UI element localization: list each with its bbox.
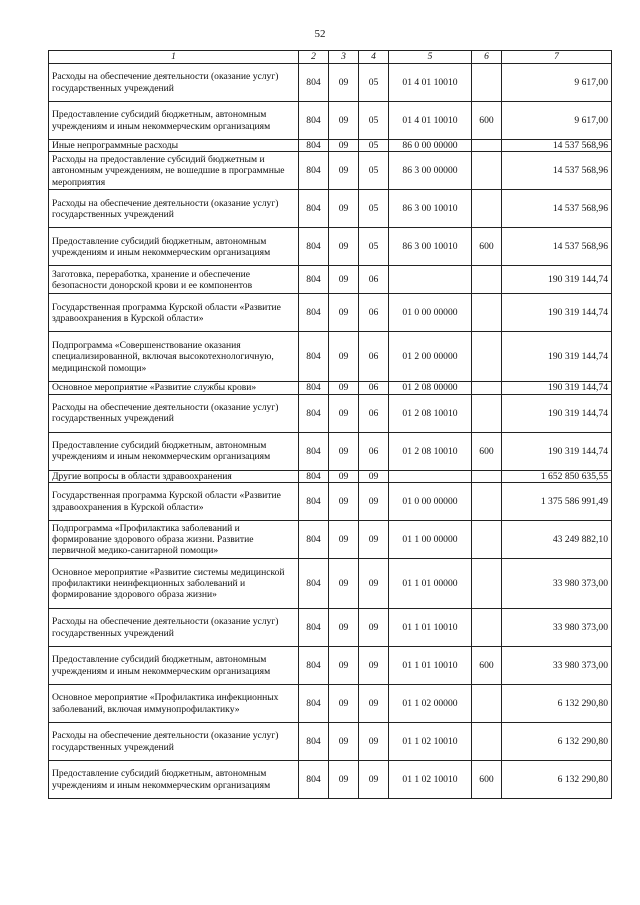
table-row: [49, 228, 612, 266]
table-row: [49, 559, 612, 609]
col-6-value: [472, 152, 502, 190]
table-row: [49, 609, 612, 647]
col-7-amount: 43 249 882,10: [502, 521, 612, 559]
header-col-2: 2: [299, 51, 329, 64]
col-2-value: 804: [299, 266, 329, 294]
col-5-value: 01 1 02 00000: [389, 685, 472, 723]
col-6-value: [472, 266, 502, 294]
col-3-value: 09: [329, 432, 359, 470]
col-7-amount: 1 375 586 991,49: [502, 483, 612, 521]
table-row: [49, 685, 612, 723]
col-2-value: 804: [299, 521, 329, 559]
col-5-value: 86 3 00 00000: [389, 152, 472, 190]
col-4-value: 05: [359, 190, 389, 228]
table-row: [49, 152, 612, 190]
row-name: Основное мероприятие «Развитие службы крови»: [49, 382, 299, 394]
col-5-value: 01 1 01 10010: [389, 609, 472, 647]
col-5-value: [389, 470, 472, 482]
col-7-amount: 14 537 568,96: [502, 228, 612, 266]
col-2-value: 804: [299, 64, 329, 102]
col-2-value: 804: [299, 394, 329, 432]
col-7-amount: 190 319 144,74: [502, 266, 612, 294]
table-row: [49, 382, 612, 394]
col-6-value: [472, 723, 502, 761]
col-4-value: 09: [359, 609, 389, 647]
table-row: [49, 140, 612, 152]
col-5-value: 01 2 08 00000: [389, 382, 472, 394]
col-5-value: 01 1 01 10010: [389, 647, 472, 685]
col-7-amount: 14 537 568,96: [502, 190, 612, 228]
col-2-value: 804: [299, 152, 329, 190]
col-4-value: 09: [359, 521, 389, 559]
col-7-amount: 190 319 144,74: [502, 294, 612, 332]
row-name: Заготовка, переработка, хранение и обеспечение безопасности донорской крови и ее компонентов: [49, 266, 299, 294]
col-6-value: [472, 294, 502, 332]
col-5-value: 01 2 00 00000: [389, 332, 472, 382]
col-5-value: 86 3 00 10010: [389, 228, 472, 266]
col-6-value: [472, 190, 502, 228]
col-4-value: 05: [359, 102, 389, 140]
row-name: Расходы на обеспечение деятельности (оказание услуг) государственных учреждений: [49, 609, 299, 647]
table-body: [49, 64, 612, 799]
table-row: [49, 761, 612, 799]
col-3-value: 09: [329, 228, 359, 266]
col-7-amount: 6 132 290,80: [502, 723, 612, 761]
col-6-value: [472, 382, 502, 394]
table-row: [49, 483, 612, 521]
row-name: Иные непрограммные расходы: [49, 140, 299, 152]
col-3-value: 09: [329, 294, 359, 332]
col-5-value: 01 4 01 10010: [389, 102, 472, 140]
row-name: Расходы на обеспечение деятельности (оказание услуг) государственных учреждений: [49, 723, 299, 761]
col-7-amount: 33 980 373,00: [502, 647, 612, 685]
col-6-value: [472, 470, 502, 482]
col-7-amount: 190 319 144,74: [502, 332, 612, 382]
col-3-value: 09: [329, 521, 359, 559]
col-4-value: 05: [359, 228, 389, 266]
col-4-value: 09: [359, 559, 389, 609]
header-col-6: 6: [472, 51, 502, 64]
col-4-value: 06: [359, 394, 389, 432]
col-3-value: 09: [329, 64, 359, 102]
table-row: [49, 394, 612, 432]
col-4-value: 05: [359, 64, 389, 102]
header-col-1: 1: [49, 51, 299, 64]
col-2-value: 804: [299, 470, 329, 482]
col-3-value: 09: [329, 685, 359, 723]
col-6-value: [472, 140, 502, 152]
row-name: Предоставление субсидий бюджетным, автономным учреждениям и иным некоммерческим организациям: [49, 761, 299, 799]
col-4-value: 09: [359, 647, 389, 685]
col-5-value: 01 2 08 10010: [389, 394, 472, 432]
table-row: [49, 190, 612, 228]
table-row: [49, 432, 612, 470]
row-name: Предоставление субсидий бюджетным, автономным учреждениям и иным некоммерческим организациям: [49, 647, 299, 685]
col-5-value: [389, 266, 472, 294]
col-2-value: 804: [299, 228, 329, 266]
col-3-value: 09: [329, 140, 359, 152]
col-7-amount: 14 537 568,96: [502, 140, 612, 152]
col-3-value: 09: [329, 382, 359, 394]
col-6-value: [472, 559, 502, 609]
table-row: [49, 294, 612, 332]
col-5-value: 01 1 02 10010: [389, 761, 472, 799]
col-2-value: 804: [299, 685, 329, 723]
col-5-value: 01 1 02 10010: [389, 723, 472, 761]
table-row: [49, 332, 612, 382]
col-3-value: 09: [329, 266, 359, 294]
col-4-value: 06: [359, 332, 389, 382]
col-6-value: 600: [472, 761, 502, 799]
col-7-amount: 33 980 373,00: [502, 559, 612, 609]
col-4-value: 09: [359, 761, 389, 799]
col-3-value: 09: [329, 332, 359, 382]
col-3-value: 09: [329, 190, 359, 228]
row-name: Расходы на обеспечение деятельности (оказание услуг) государственных учреждений: [49, 190, 299, 228]
col-2-value: 804: [299, 559, 329, 609]
table-row: [49, 521, 612, 559]
row-name: Основное мероприятие «Профилактика инфекционных заболеваний, включая иммунопрофилактику»: [49, 685, 299, 723]
col-5-value: 01 2 08 10010: [389, 432, 472, 470]
col-6-value: [472, 64, 502, 102]
col-5-value: 01 1 01 00000: [389, 559, 472, 609]
col-4-value: 06: [359, 294, 389, 332]
col-6-value: 600: [472, 647, 502, 685]
col-6-value: [472, 685, 502, 723]
col-3-value: 09: [329, 609, 359, 647]
col-3-value: 09: [329, 723, 359, 761]
col-2-value: 804: [299, 382, 329, 394]
header-col-3: 3: [329, 51, 359, 64]
col-7-amount: 9 617,00: [502, 64, 612, 102]
col-4-value: 05: [359, 152, 389, 190]
table-row: [49, 470, 612, 482]
col-2-value: 804: [299, 140, 329, 152]
row-name: Предоставление субсидий бюджетным, автономным учреждениям и иным некоммерческим организациям: [49, 432, 299, 470]
col-4-value: 09: [359, 685, 389, 723]
col-6-value: [472, 609, 502, 647]
col-4-value: 09: [359, 470, 389, 482]
table-row: [49, 102, 612, 140]
row-name: Расходы на обеспечение деятельности (оказание услуг) государственных учреждений: [49, 64, 299, 102]
col-7-amount: 6 132 290,80: [502, 761, 612, 799]
row-name: Основное мероприятие «Развитие системы медицинской профилактики неинфекционных заболеваний и формирование здорового образа жизни»: [49, 559, 299, 609]
row-name: Подпрограмма «Профилактика заболеваний и формирование здорового образа жизни. Развитие первичной медико-санитарной помощи»: [49, 521, 299, 559]
col-5-value: 01 0 00 00000: [389, 483, 472, 521]
col-3-value: 09: [329, 559, 359, 609]
col-3-value: 09: [329, 647, 359, 685]
col-2-value: 804: [299, 723, 329, 761]
col-2-value: 804: [299, 190, 329, 228]
col-4-value: 05: [359, 140, 389, 152]
row-name: Расходы на обеспечение деятельности (оказание услуг) государственных учреждений: [49, 394, 299, 432]
col-6-value: [472, 483, 502, 521]
col-2-value: 804: [299, 609, 329, 647]
col-2-value: 804: [299, 294, 329, 332]
row-name: Государственная программа Курской области «Развитие здравоохранения в Курской области»: [49, 294, 299, 332]
col-7-amount: 190 319 144,74: [502, 394, 612, 432]
col-2-value: 804: [299, 761, 329, 799]
table-header-row: [49, 51, 612, 64]
header-col-4: 4: [359, 51, 389, 64]
row-name: Подпрограмма «Совершенствование оказания специализированной, включая высокотехнологичную, медицинской помощи»: [49, 332, 299, 382]
col-5-value: 01 1 00 00000: [389, 521, 472, 559]
col-7-amount: 33 980 373,00: [502, 609, 612, 647]
col-7-amount: 14 537 568,96: [502, 152, 612, 190]
col-3-value: 09: [329, 470, 359, 482]
col-7-amount: 1 652 850 635,55: [502, 470, 612, 482]
col-6-value: [472, 332, 502, 382]
col-7-amount: 190 319 144,74: [502, 382, 612, 394]
row-name: Предоставление субсидий бюджетным, автономным учреждениям и иным некоммерческим организациям: [49, 228, 299, 266]
header-col-5: 5: [389, 51, 472, 64]
budget-table: [48, 50, 612, 799]
col-3-value: 09: [329, 152, 359, 190]
row-name: Государственная программа Курской области «Развитие здравоохранения в Курской области»: [49, 483, 299, 521]
col-2-value: 804: [299, 102, 329, 140]
table-row: [49, 723, 612, 761]
row-name: Другие вопросы в области здравоохранения: [49, 470, 299, 482]
col-4-value: 06: [359, 382, 389, 394]
table-row: [49, 266, 612, 294]
table-row: [49, 647, 612, 685]
col-6-value: [472, 521, 502, 559]
col-7-amount: 9 617,00: [502, 102, 612, 140]
col-4-value: 06: [359, 266, 389, 294]
col-6-value: 600: [472, 432, 502, 470]
col-4-value: 09: [359, 483, 389, 521]
col-6-value: [472, 394, 502, 432]
col-2-value: 804: [299, 483, 329, 521]
row-name: Предоставление субсидий бюджетным, автономным учреждениям и иным некоммерческим организациям: [49, 102, 299, 140]
col-3-value: 09: [329, 483, 359, 521]
col-4-value: 06: [359, 432, 389, 470]
row-name: Расходы на предоставление субсидий бюджетным и автономным учреждениям, не вошедшие в программные мероприятия: [49, 152, 299, 190]
table-row: [49, 64, 612, 102]
header-col-7: 7: [502, 51, 612, 64]
col-3-value: 09: [329, 394, 359, 432]
col-7-amount: 190 319 144,74: [502, 432, 612, 470]
col-4-value: 09: [359, 723, 389, 761]
col-3-value: 09: [329, 761, 359, 799]
col-2-value: 804: [299, 432, 329, 470]
col-5-value: 86 0 00 00000: [389, 140, 472, 152]
col-5-value: 01 4 01 10010: [389, 64, 472, 102]
col-5-value: 01 0 00 00000: [389, 294, 472, 332]
col-5-value: 86 3 00 10010: [389, 190, 472, 228]
col-2-value: 804: [299, 332, 329, 382]
col-2-value: 804: [299, 647, 329, 685]
col-6-value: 600: [472, 228, 502, 266]
col-7-amount: 6 132 290,80: [502, 685, 612, 723]
col-6-value: 600: [472, 102, 502, 140]
col-3-value: 09: [329, 102, 359, 140]
page-number: 52: [314, 28, 326, 40]
